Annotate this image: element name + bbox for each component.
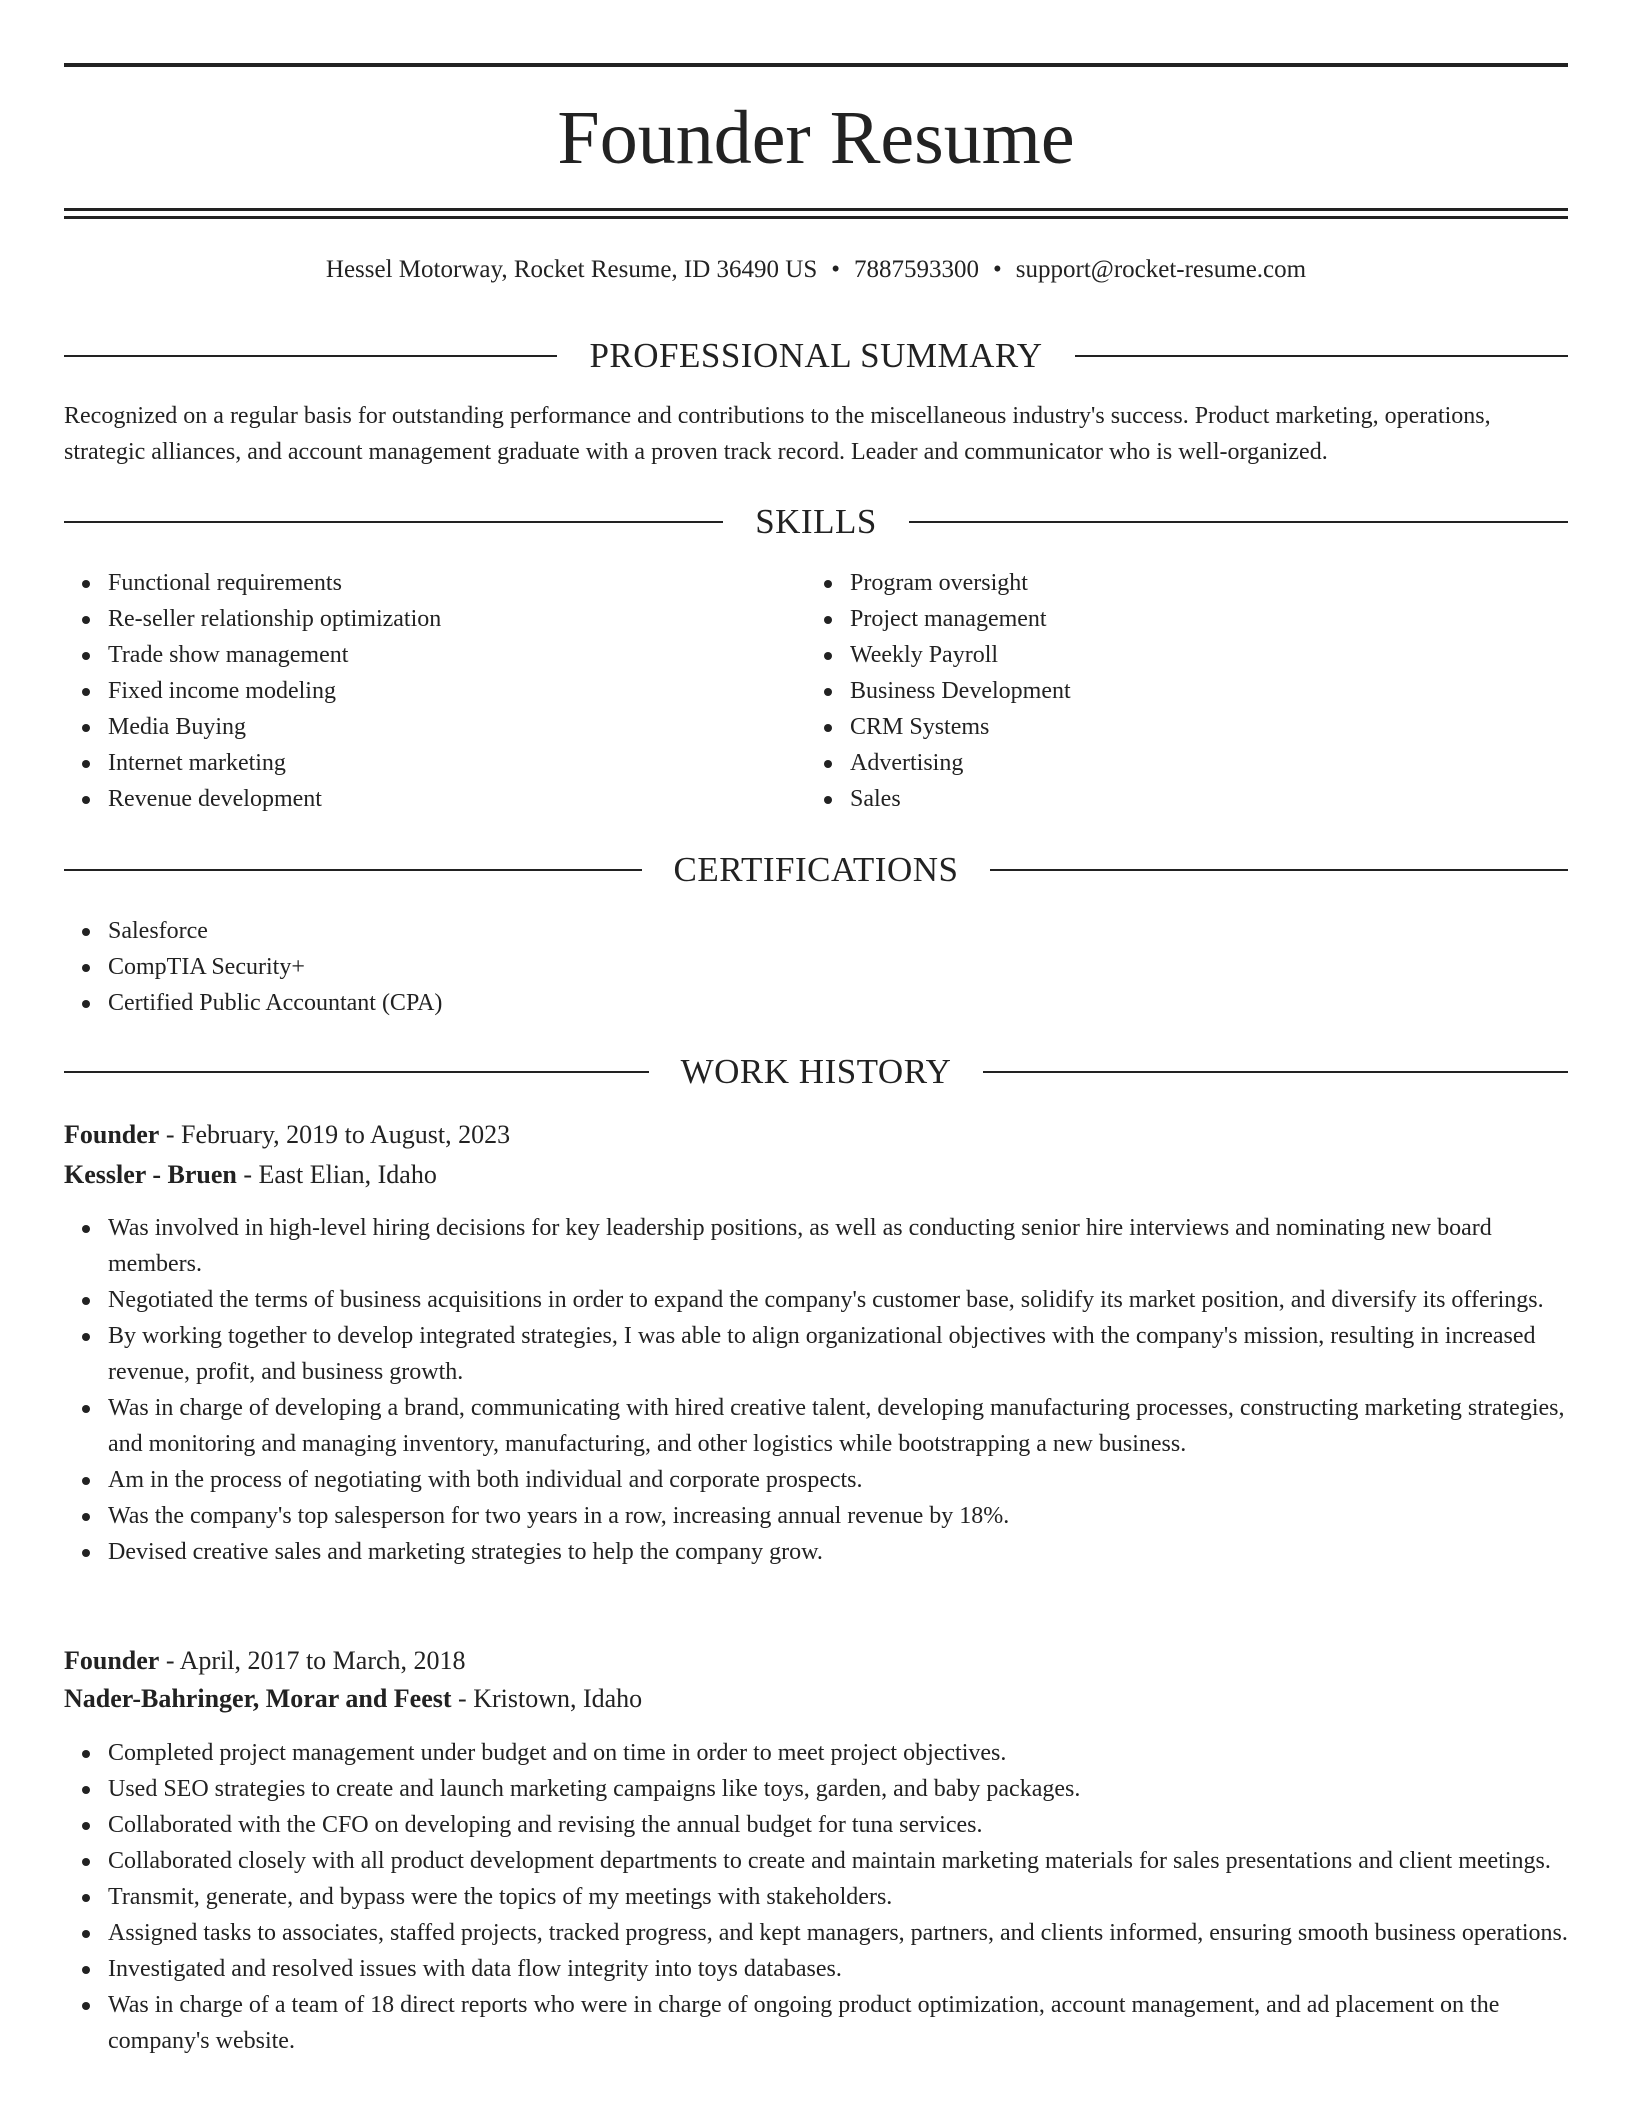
job-company-line bbox=[64, 1157, 1568, 1193]
skills-list-left bbox=[64, 565, 808, 817]
contact-email: support@rocket-resume.com bbox=[1015, 256, 1307, 283]
heading-rule-right bbox=[990, 869, 1568, 871]
certification-item: Salesforce bbox=[108, 913, 1568, 949]
certifications-heading bbox=[64, 848, 1568, 892]
job-bullet: Collaborated with the CFO on developing and revising the annual budget for tuna services. bbox=[108, 1807, 1568, 1843]
job-bullet: Used SEO strategies to create and launch marketing campaigns like toys, garden, and baby packages. bbox=[108, 1771, 1568, 1807]
job-role: Founder bbox=[64, 1120, 160, 1149]
certifications-list bbox=[64, 913, 1568, 1021]
job-location: - Kristown, Idaho bbox=[451, 1684, 643, 1713]
summary-text: Recognized on a regular basis for outstanding performance and contributions to the miscellaneous industry's success. Product marketing, operations, strategic alliances, and account management graduate with a proven track record. Leader and communicator who is well-organized. bbox=[64, 403, 1491, 465]
summary-heading-text: PROFESSIONAL SUMMARY bbox=[589, 336, 1043, 375]
skills-heading-text: SKILLS bbox=[755, 502, 877, 541]
contact-separator: • bbox=[993, 256, 1002, 283]
job-company-line bbox=[64, 1681, 1568, 1717]
header-rule-upper bbox=[64, 208, 1568, 211]
job-bullet: Completed project management under budget and on time in order to meet project objectives. bbox=[108, 1735, 1568, 1771]
certifications-heading-text: CERTIFICATIONS bbox=[673, 850, 959, 889]
job-bullet: Transmit, generate, and bypass were the topics of my meetings with stakeholders. bbox=[108, 1879, 1568, 1915]
heading-rule-left bbox=[64, 869, 642, 871]
skill-item: Business Development bbox=[850, 673, 1550, 709]
skill-item: Advertising bbox=[850, 745, 1550, 781]
heading-rule-right bbox=[909, 521, 1568, 523]
job-bullet: Investigated and resolved issues with data flow integrity into toys databases. bbox=[108, 1951, 1568, 1987]
job-dates: - February, 2019 to August, 2023 bbox=[159, 1120, 511, 1149]
job-bullets bbox=[64, 1210, 1568, 1570]
job-role: Founder bbox=[64, 1646, 160, 1675]
job-bullet: Was in charge of a team of 18 direct reports who were in charge of ongoing product optimization, account management, and ad placement on the company's website. bbox=[108, 1987, 1568, 2059]
heading-rule-left bbox=[64, 1071, 649, 1073]
job-bullets bbox=[64, 1735, 1568, 2059]
contact-phone: 7887593300 bbox=[854, 256, 980, 283]
skill-item: Functional requirements bbox=[108, 565, 808, 601]
heading-rule-left bbox=[64, 355, 557, 357]
job-bullet: Collaborated closely with all product development departments to create and maintain marketing materials for sales presentations and client meetings. bbox=[108, 1843, 1568, 1879]
job-bullet: Negotiated the terms of business acquisitions in order to expand the company's customer base, solidify its market position, and diversify its offerings. bbox=[108, 1282, 1568, 1318]
job-bullet: Was the company's top salesperson for two years in a row, increasing annual revenue by 18%. bbox=[108, 1498, 1568, 1534]
work-history-heading-text: WORK HISTORY bbox=[680, 1052, 952, 1091]
skill-item: Internet marketing bbox=[108, 745, 808, 781]
job-bullet: Assigned tasks to associates, staffed projects, tracked progress, and kept managers, partners, and clients informed, ensuring smooth business operations. bbox=[108, 1915, 1568, 1951]
skill-item: Media Buying bbox=[108, 709, 808, 745]
job-bullet: By working together to develop integrated strategies, I was able to align organizational objectives with the company's mission, resulting in increased revenue, profit, and business growth. bbox=[108, 1318, 1568, 1390]
page-title: Founder Resume bbox=[557, 96, 1075, 180]
job-location: - East Elian, Idaho bbox=[236, 1160, 437, 1189]
skills-heading bbox=[64, 500, 1568, 544]
heading-rule-right bbox=[983, 1071, 1568, 1073]
skill-item: Project management bbox=[850, 601, 1550, 637]
job-dates: - April, 2017 to March, 2018 bbox=[159, 1646, 466, 1675]
job-bullet: Was in charge of developing a brand, communicating with hired creative talent, developing manufacturing processes, constructing marketing strategies, and monitoring and managing inventory, manufacturing, and other logistics while bootstrapping a new business. bbox=[108, 1390, 1568, 1462]
summary-heading bbox=[64, 334, 1568, 378]
job-title-line bbox=[64, 1117, 1568, 1153]
contact-line bbox=[64, 252, 1568, 288]
certification-item: Certified Public Accountant (CPA) bbox=[108, 985, 1568, 1021]
work-history-heading bbox=[64, 1050, 1568, 1094]
job-title-line bbox=[64, 1643, 1568, 1679]
contact-address: Hessel Motorway, Rocket Resume, ID 36490 US bbox=[325, 256, 818, 283]
skill-item: Sales bbox=[850, 781, 1550, 817]
job-bullet: Was involved in high-level hiring decisions for key leadership positions, as well as conducting senior hire interviews and nominating new board members. bbox=[108, 1210, 1568, 1282]
job-bullet: Am in the process of negotiating with both individual and corporate prospects. bbox=[108, 1462, 1568, 1498]
skill-item: Weekly Payroll bbox=[850, 637, 1550, 673]
heading-rule-left bbox=[64, 521, 723, 523]
skill-item: Trade show management bbox=[108, 637, 808, 673]
certification-item: CompTIA Security+ bbox=[108, 949, 1568, 985]
job-company: Kessler - Bruen bbox=[64, 1160, 237, 1189]
header-rule-lower bbox=[64, 216, 1568, 219]
skill-item: Revenue development bbox=[108, 781, 808, 817]
job-bullet: Devised creative sales and marketing strategies to help the company grow. bbox=[108, 1534, 1568, 1570]
skill-item: CRM Systems bbox=[850, 709, 1550, 745]
skill-item: Fixed income modeling bbox=[108, 673, 808, 709]
skill-item: Program oversight bbox=[850, 565, 1550, 601]
job-company: Nader-Bahringer, Morar and Feest bbox=[64, 1684, 452, 1713]
skill-item: Re-seller relationship optimization bbox=[108, 601, 808, 637]
heading-rule-right bbox=[1075, 355, 1568, 357]
header-top-rule bbox=[64, 63, 1568, 67]
skills-list-right bbox=[806, 565, 1550, 817]
contact-separator: • bbox=[831, 256, 841, 283]
